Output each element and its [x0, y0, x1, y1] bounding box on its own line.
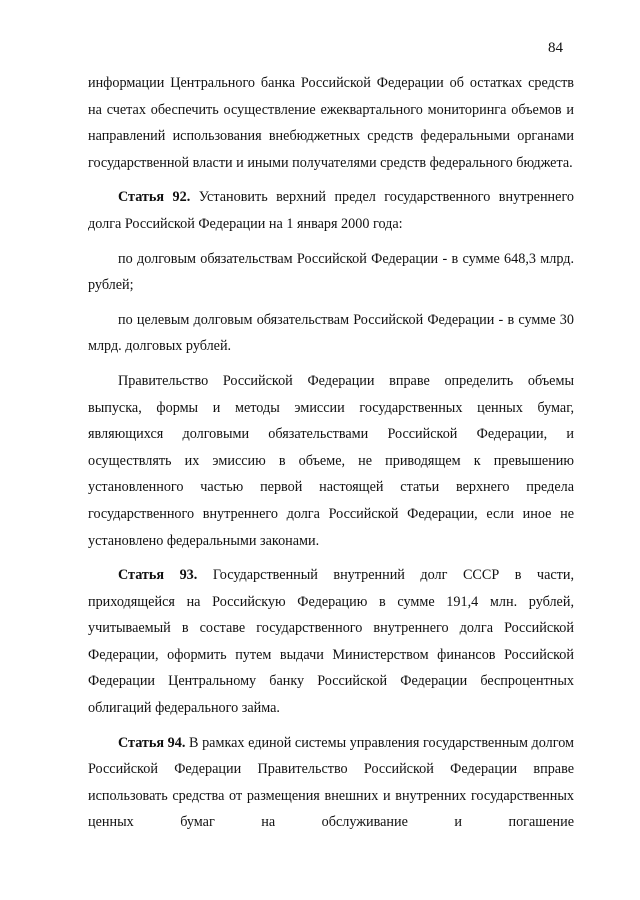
article-heading: Статья 92. [118, 189, 191, 206]
paragraph-government-rights [88, 368, 574, 554]
paragraph-text: Правительство Российской Федерации вправе определить объемы выпуска, формы и методы эмиссии государственных ценных бумаг, являющихся долговыми обязательствами Российской Федерации, и осуществлять их эмиссию в объеме, не приводящем к превышению установленного частью первой настоящей статьи верхнего предела государственного внутреннего долга Российской Федерации, если иное не установлено федеральными законами. [88, 372, 574, 549]
paragraph-text: В рамках единой системы управления государственным долгом Российской Федерации Правительство Российской Федерации вправе использовать средства от размещения внешних и внутренних государственных ценных бумаг на обслуживание и погашение [88, 734, 574, 831]
paragraph-article-92 [88, 184, 574, 237]
paragraph-text: по долговым обязательствам Российской Федерации - в сумме 648,3 млрд. рублей; [88, 250, 574, 294]
paragraph-text: Государственный внутренний долг СССР в части, приходящейся на Российскую Федерацию в сумме 191,4 млн. рублей, учитываемый в составе государственного внутреннего долга Российской Федерации, оформить путем выдачи Министерством финансов Российской Федерации Центральному банку Российской Федерации беспроцентных облигаций федерального займа. [88, 567, 574, 717]
article-heading: Статья 94. [118, 734, 186, 751]
paragraph-target-obligations [88, 307, 574, 360]
paragraph-text: Установить верхний предел государственного внутреннего долга Российской Федерации на 1 января 2000 года: [88, 189, 574, 232]
paragraph-article-93 [88, 562, 574, 722]
paragraph-debt-obligations [88, 246, 574, 299]
document-body [88, 70, 574, 836]
paragraph-text: информации Центрального банка Российской Федерации об остатках средств на счетах обеспечить осуществление ежеквартального мониторинга объемов и направлений использования внебюджетных средств федеральными органами государственной власти и иными получателями средств федерального бюджета. [88, 75, 574, 171]
page-number: 84 [548, 40, 563, 56]
article-heading: Статья 93. [118, 567, 198, 584]
paragraph-text: по целевым долговым обязательствам Российской Федерации - в сумме 30 млрд. долговых рублей. [88, 311, 574, 355]
paragraph-article-94 [88, 730, 574, 836]
paragraph-monitoring [88, 70, 574, 176]
